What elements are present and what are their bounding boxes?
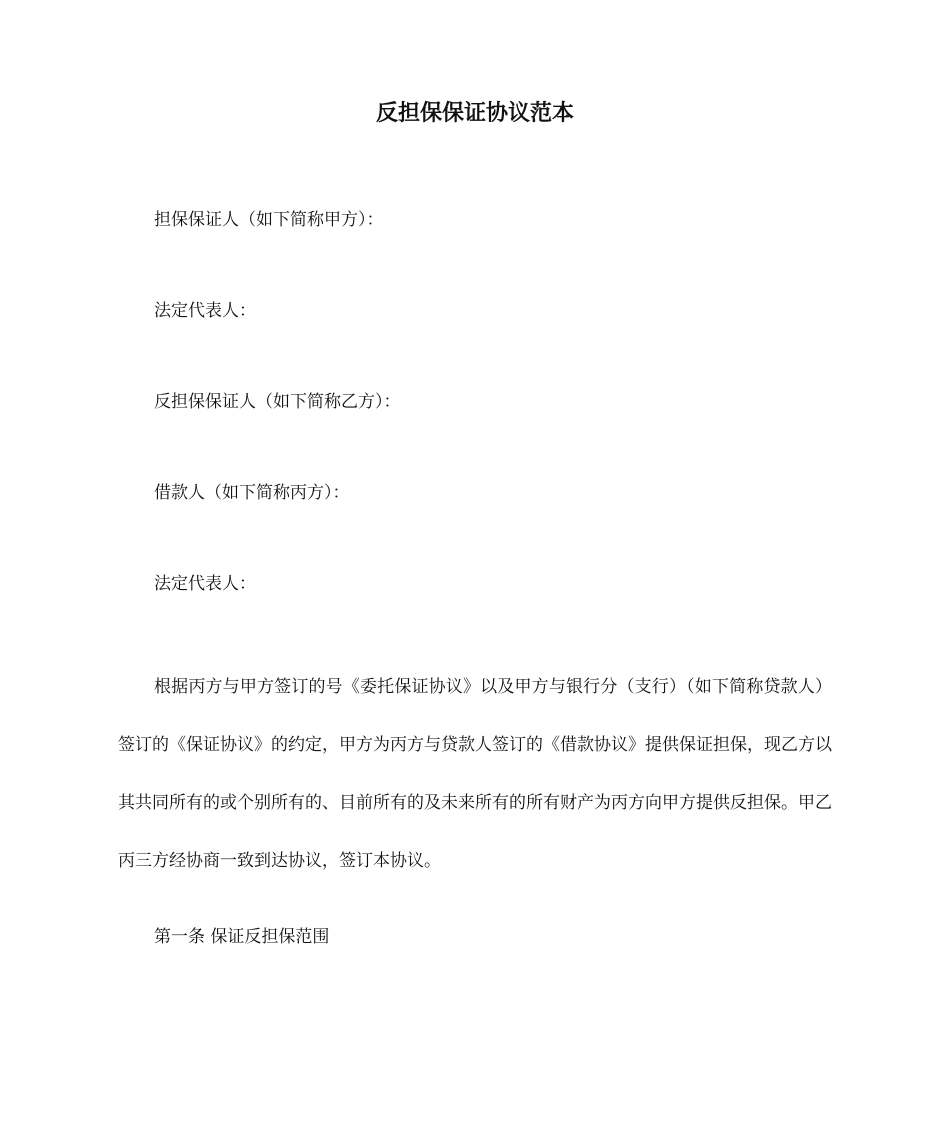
intro-paragraph: 根据丙方与甲方签订的号《委托保证协议》以及甲方与银行分（支行）（如下简称贷款人）签订的《保证协议》的约定，甲方为丙方与贷款人签订的《借款协议》提供保证担保，现乙方以其共同所有的或个别所有的、目前所有的及未来所有的所有财产为丙方向甲方提供反担保。甲乙丙三方经协商一致到达协议，签订本协议。 [118,677,832,871]
counter-guarantor-field-label: 反担保保证人（如下简称乙方）： [154,392,401,412]
legal-representative-field-label: 法定代表人： [154,301,256,321]
guarantor-field-label: 担保保证人（如下简称甲方）： [154,210,384,230]
article-heading: 第一条 保证反担保范围 [154,927,330,947]
borrower-field-label: 借款人（如下简称丙方）： [154,483,350,503]
document-title: 反担保保证协议范本 [375,101,574,126]
borrower-legal-representative-field-label: 法定代表人： [154,574,256,594]
